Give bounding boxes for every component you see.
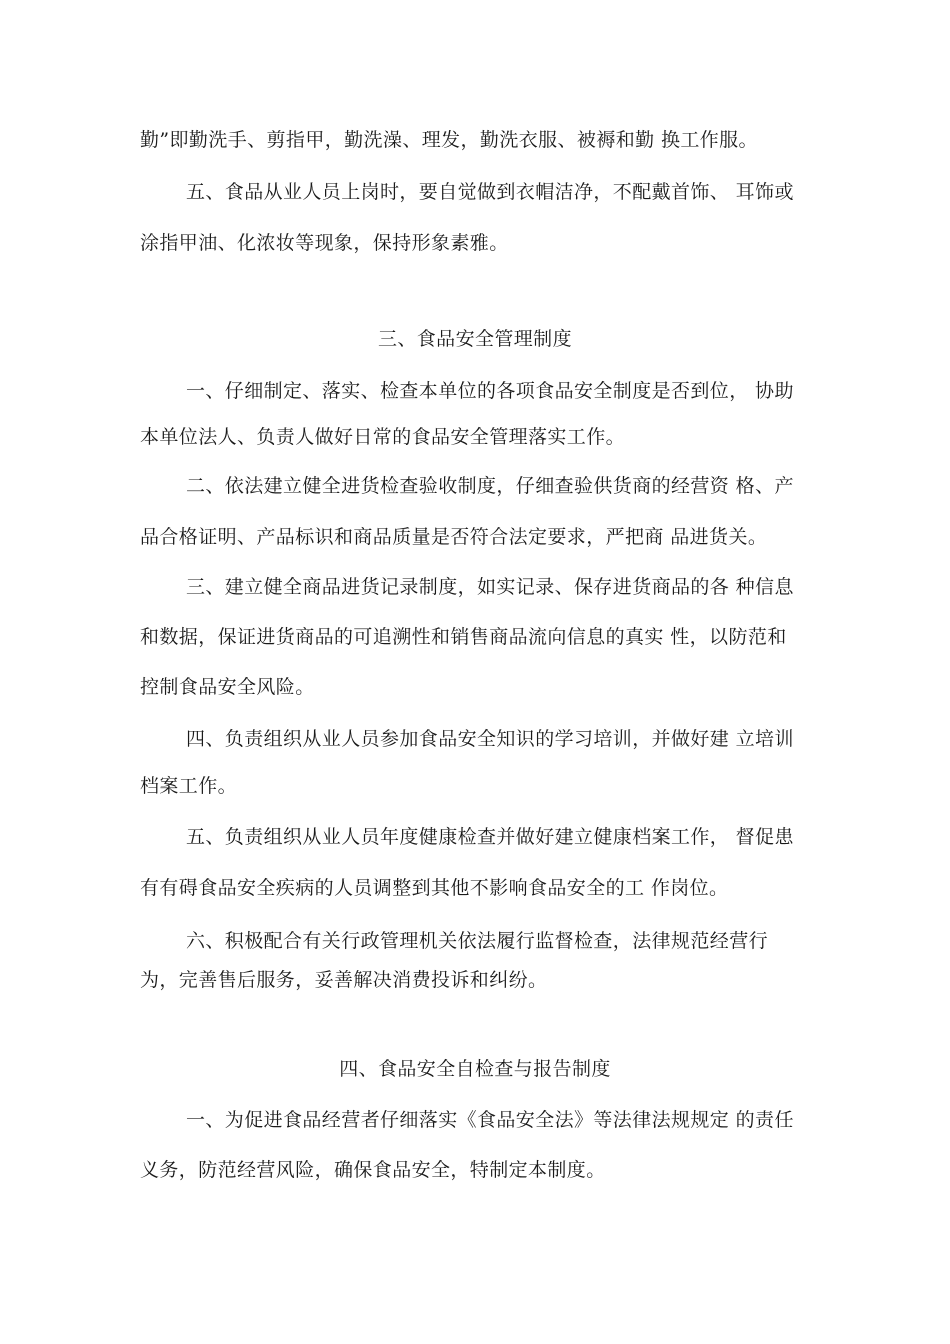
text-line: 义务，防范经营风险，确保食品安全，特制定本制度。 <box>140 1159 606 1181</box>
text-line: 涂指甲油、化浓妆等现象，保持形象素雅。 <box>140 232 509 254</box>
text-line: 五、负责组织从业人员年度健康检查并做好建立健康档案工作， 督促患 <box>186 826 794 848</box>
text-line: 有有碍食品安全疾病的人员调整到其他不影响食品安全的工 作岗位。 <box>140 877 729 899</box>
text-line: 为，完善售后服务，妥善解决消费投诉和纠纷。 <box>140 969 548 991</box>
text-line: 一、为促进食品经营者仔细落实《食品安全法》等法律法规规定 的责任 <box>186 1109 794 1131</box>
text-line: 档案工作。 <box>140 775 238 797</box>
text-line: 品合格证明、产品标识和商品质量是否符合法定要求，严把商 品进货关。 <box>140 526 768 548</box>
text-line: 四、负责组织从业人员参加食品安全知识的学习培训，并做好建 立培训 <box>186 728 794 750</box>
text-line: 五、食品从业人员上岗时，要自觉做到衣帽洁净，不配戴首饰、 耳饰或 <box>186 181 794 203</box>
section-heading: 四、食品安全自检查与报告制度 <box>339 1058 611 1080</box>
text-line: 三、建立健全商品进货记录制度，如实记录、保存进货商品的各 种信息 <box>186 576 794 598</box>
text-line: 二、依法建立健全进货检查验收制度，仔细查验供货商的经营资 格、产 <box>186 475 794 497</box>
section-heading: 三、食品安全管理制度 <box>377 328 572 350</box>
text-line: 一、仔细制定、落实、检查本单位的各项食品安全制度是否到位， 协助 <box>186 380 794 402</box>
text-line: 本单位法人、负责人做好日常的食品安全管理落实工作。 <box>140 426 626 448</box>
text-line: 六、积极配合有关行政管理机关依法履行监督检查，法律规范经营行 <box>186 930 769 952</box>
text-line: 和数据，保证进货商品的可追溯性和销售商品流向信息的真实 性，以防范和 <box>140 626 787 648</box>
text-line: 控制食品安全风险。 <box>140 676 315 698</box>
text-line: 勤”即勤洗手、剪指甲，勤洗澡、理发，勤洗衣服、被褥和勤 换工作服。 <box>140 129 758 151</box>
